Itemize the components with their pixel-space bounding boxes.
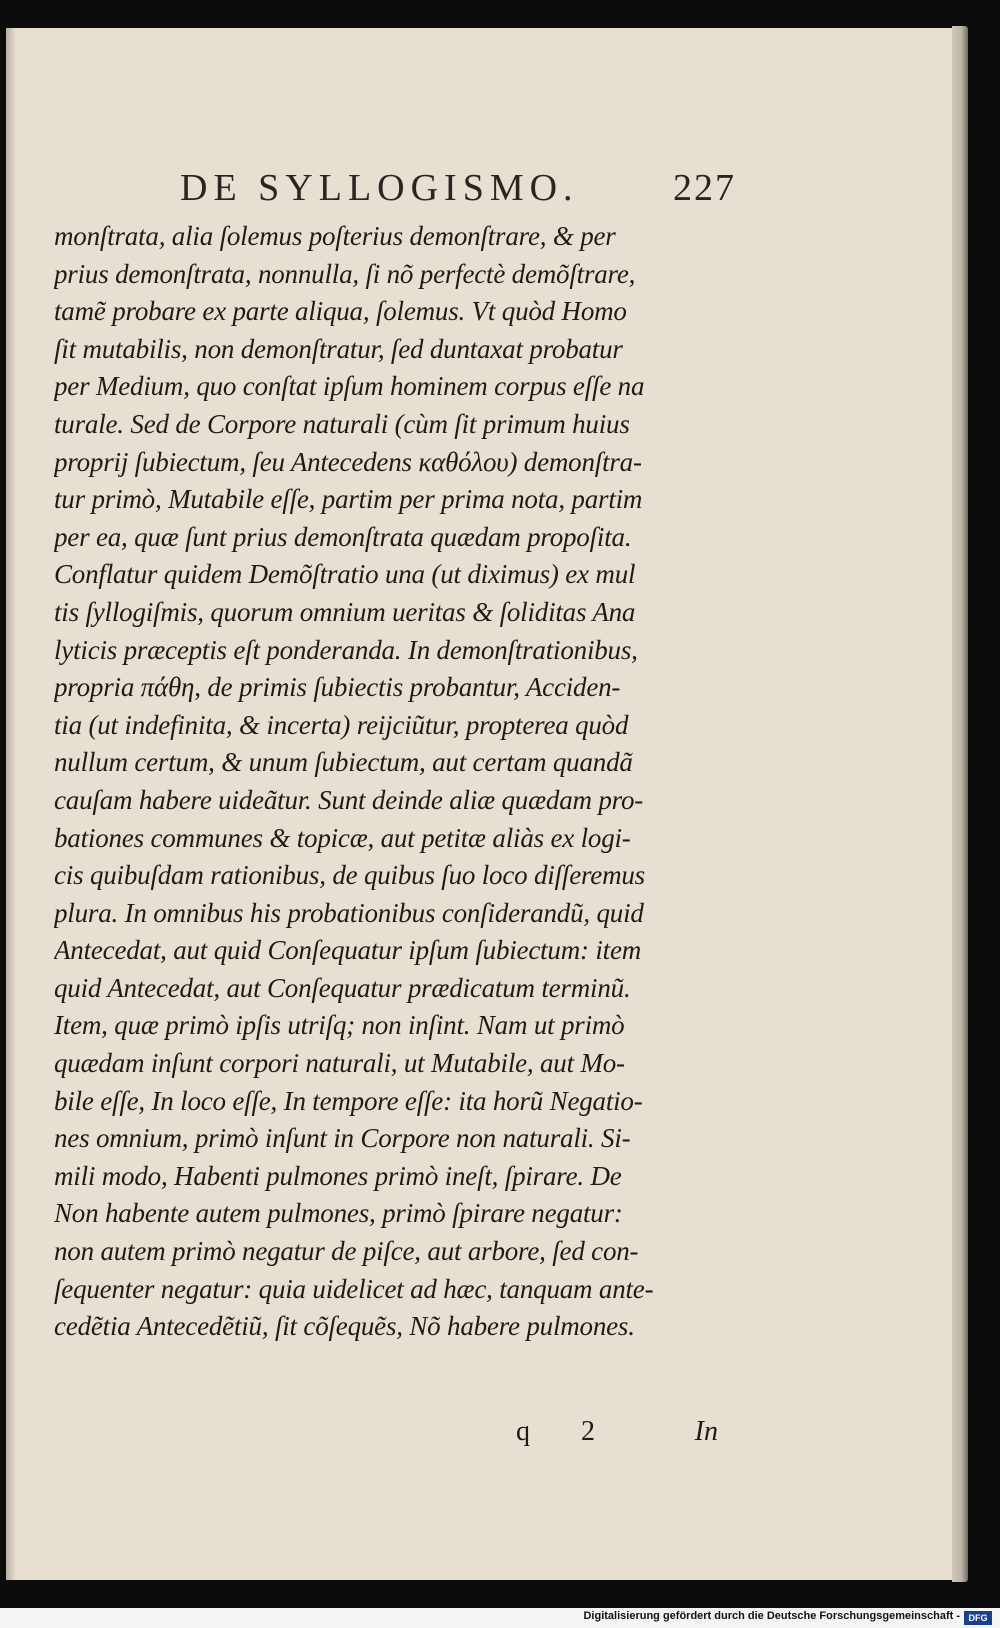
running-title: DE SYLLOGISMO.: [180, 167, 579, 209]
text-line: mili modo, Habenti pulmones primò ineſt, ſpirare. De: [54, 1160, 622, 1191]
page-number: 227: [673, 167, 736, 209]
text-line: tamẽ probare ex parte aliqua, ſolemus. Vt quòd Homo: [54, 296, 627, 327]
text-line: tia (ut indefinita, & incerta) reijciũtur, propterea quòd: [54, 709, 629, 740]
text-line: ſequenter negatur: quia uidelicet ad hæc, tanquam ante-: [54, 1273, 654, 1304]
text-line: proprij ſubiectum, ſeu Antecedens καθόλου) demonſtra-: [54, 446, 642, 477]
text-line: cedẽtia Antecedẽtiũ, ſit cõſequẽs, Nõ habere pulmones.: [54, 1311, 635, 1342]
funding-note: Digitalisierung gefördert durch die Deutsche Forschungsgemeinschaft -: [583, 1610, 960, 1622]
page-header: [156, 166, 736, 210]
text-line: prius demonſtrata, nonnulla, ſi nõ perfectè demõſtrare,: [54, 258, 636, 289]
text-line: plura. In omnibus his probationibus conſiderandũ, quid: [54, 897, 644, 928]
body-text: [54, 218, 754, 1346]
text-line: Antecedat, aut quid Conſequatur ipſum ſubiectum: item: [54, 935, 642, 966]
text-line: nes omnium, primò inſunt in Corpore non naturali. Si-: [54, 1123, 631, 1154]
text-line: nullum certum, & unum ſubiectum, aut certam quandã: [54, 747, 633, 778]
funding-bar: [0, 1608, 1000, 1628]
text-line: tur primò, Mutabile eſſe, partim per prima nota, partim: [54, 484, 643, 515]
text-line: propria πάθη, de primis ſubiectis probantur, Acciden-: [54, 672, 621, 703]
text-line: Conflatur quidem Demõſtratio una (ut diximus) ex mul: [54, 559, 636, 590]
gutter-shadow: [6, 28, 16, 1580]
text-line: quid Antecedat, aut Conſequatur prædicatum terminũ.: [54, 972, 631, 1003]
page-footer: [506, 1416, 746, 1456]
text-line: per Medium, quo conſtat ipſum hominem corpus eſſe na: [54, 371, 645, 402]
text-line: quædam inſunt corpori naturali, ut Mutabile, aut Mo-: [54, 1048, 625, 1079]
text-line: tis ſyllogiſmis, quorum omnium ueritas & ſoliditas Ana: [54, 596, 636, 627]
page-edge: [952, 26, 968, 1582]
dfg-logo-icon: DFG: [964, 1611, 992, 1625]
text-line: cis quibuſdam rationibus, de quibus ſuo loco diſſeremus: [54, 860, 645, 891]
text-line: bile eſſe, In loco eſſe, In tempore eſſe: ita horũ Negatio-: [54, 1085, 643, 1116]
text-line: Item, quæ primò ipſis utriſq; non inſint. Nam ut primò: [54, 1010, 625, 1041]
text-line: monſtrata, alia ſolemus poſterius demonſtrare, & per: [54, 221, 616, 251]
text-line: lyticis præceptis eſt ponderanda. In demonſtrationibus,: [54, 634, 638, 665]
text-line: per ea, quæ ſunt prius demonſtrata quædam propoſita.: [54, 521, 632, 552]
text-line: Non habente autem pulmones, primò ſpirare negatur:: [54, 1198, 623, 1229]
text-line: ſit mutabilis, non demonſtratur, ſed duntaxat probatur: [54, 333, 623, 364]
text-line: bationes communes & topicæ, aut petitæ aliàs ex logi-: [54, 822, 631, 853]
text-line: non autem primò negatur de piſce, aut arbore, ſed con-: [54, 1236, 639, 1267]
text-line: cauſam habere uideãtur. Sunt deinde aliæ quædam pro-: [54, 784, 644, 815]
book-page: [6, 28, 958, 1580]
catchword: In: [694, 1416, 718, 1447]
signature-mark: q 2: [516, 1416, 617, 1447]
text-line: turale. Sed de Corpore naturali (cùm ſit primum huius: [54, 408, 630, 439]
